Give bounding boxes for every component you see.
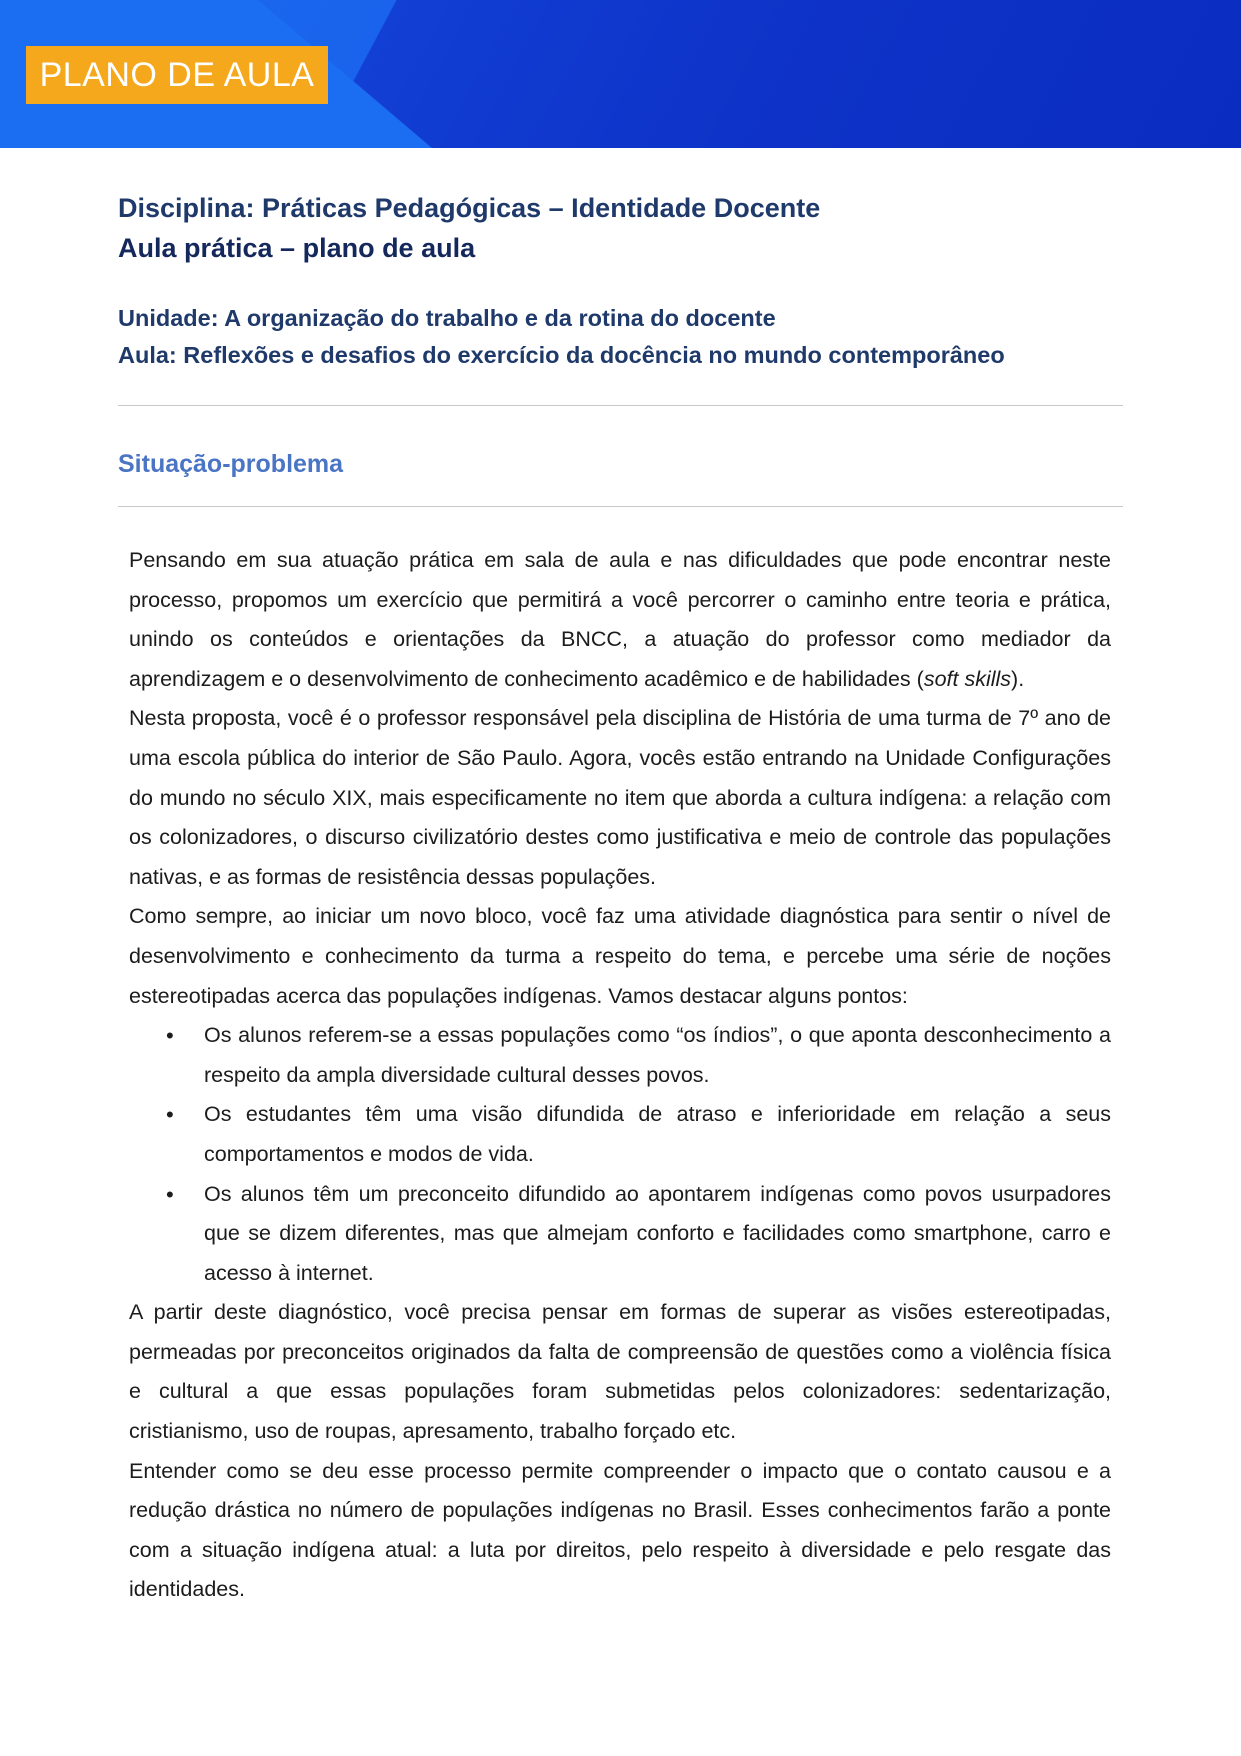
bullet-icon: • [166,1102,174,1128]
list-item-text: Os estudantes têm uma visão difundida de atraso e inferioridade em relação a seus comportamentos e modos de vida. [204,1102,1111,1166]
bullet-list [129,1016,1111,1293]
document-header [118,188,1123,374]
bullet-icon: • [166,1023,174,1049]
paragraph-3: Como sempre, ao iniciar um novo bloco, você faz uma atividade diagnóstica para sentir o nível de desenvolvimento e conhecimento da turma a respeito do tema, e percebe uma série de noções estereotipadas acerca das populações indígenas. Vamos destacar alguns pontos: [129,904,1111,1008]
paragraph-2: Nesta proposta, você é o professor responsável pela disciplina de História de uma turma de 7º ano de uma escola pública do interior de São Paulo. Agora, vocês estão entrando na Unidade Configurações do mundo no século XIX, mais especificamente no item que aborda a cultura indígena: a relação com os colonizadores, o discurso civilizatório destes como justificativa e meio de controle das populações nativas, e as formas de resistência dessas populações. [129,706,1111,889]
paragraph-1-end: ). [1011,666,1025,691]
body-content [129,541,1111,1610]
plano-de-aula-badge: PLANO DE AULA [26,46,328,104]
lesson-title: Aula: Reflexões e desafios do exercício da docência no mundo contemporâneo [118,342,1005,368]
list-item [166,1016,1111,1095]
list-item [166,1095,1111,1174]
lesson-type-title: Aula prática – plano de aula [118,233,476,263]
list-item-text: Os alunos referem-se a essas populações como “os índios”, o que aponta desconhecimento a respeito da ampla diversidade cultural desses povos. [204,1023,1111,1087]
paragraph-4: A partir deste diagnóstico, você precisa pensar em formas de superar as visões estereotipadas, permeadas por preconceitos originados da falta de compreensão de questões como a violência física e cultural a que essas populações foram submetidas pelos colonizadores: sedentarização, cristianismo, uso de roupas, apresamento, trabalho forçado etc. [129,1300,1111,1444]
unit-title: Unidade: A organização do trabalho e da rotina do docente [118,305,776,331]
list-item-text: Os alunos têm um preconceito difundido ao apontarem indígenas como povos usurpadores que se dizem diferentes, mas que almejam conforto e facilidades como smartphone, carro e acesso à internet. [204,1181,1111,1285]
paragraph-1 [129,541,1111,699]
soft-skills-term: soft skills [923,666,1012,691]
section-title: Situação-problema [118,450,344,478]
list-item [166,1175,1111,1294]
discipline-title: Disciplina: Práticas Pedagógicas – Identidade Docente [118,193,821,223]
section-divider [118,506,1123,507]
header-divider [118,405,1123,406]
paragraph-5: Entender como se deu esse processo permite compreender o impacto que o contato causou e a redução drástica no número de populações indígenas no Brasil. Esses conhecimentos farão a ponte com a situação indígena atual: a luta por direitos, pelo respeito à diversidade e pelo resgate das identidades. [129,1458,1111,1602]
paragraph-1-text: Pensando em sua atuação prática em sala de aula e nas dificuldades que pode encontrar neste processo, propomos um exercício que permitirá a você percorrer o caminho entre teoria e prática, unindo os conteúdos e orientações da BNCC, a atuação do professor como mediador da aprendizagem e o desenvolvimento de conhecimento acadêmico e de habilidades ( [129,548,1111,691]
bullet-icon: • [166,1181,174,1207]
